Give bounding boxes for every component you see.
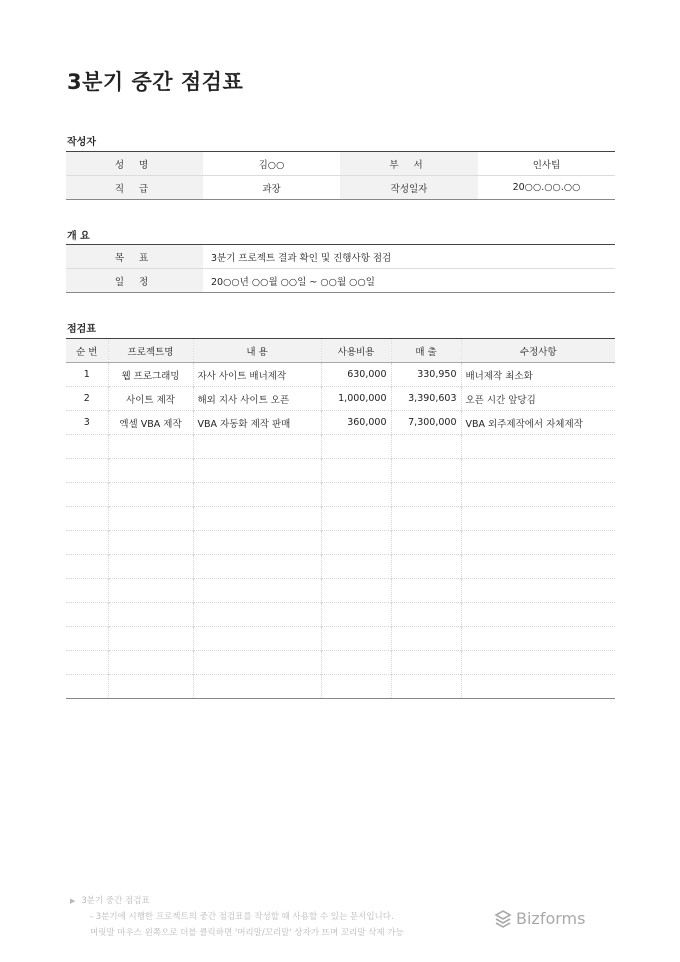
- empty-cell: [461, 435, 615, 459]
- empty-cell: [108, 483, 193, 507]
- empty-table-row: [66, 435, 615, 459]
- section-label-overview: 개 요: [67, 231, 90, 242]
- row-number: 1: [83, 369, 90, 380]
- empty-cell: [391, 651, 461, 675]
- empty-cell: [321, 651, 391, 675]
- footer-line: [70, 893, 404, 909]
- overview-table: [66, 244, 615, 293]
- empty-cell: [193, 459, 321, 483]
- project-sales: 3,390,603: [391, 387, 461, 411]
- row-number: 3: [66, 411, 108, 435]
- project-cost: 360,000: [321, 411, 391, 435]
- empty-cell: [108, 555, 193, 579]
- empty-cell: [193, 675, 321, 699]
- footer-title: 3분기 중간 점검표: [81, 896, 150, 906]
- empty-table-row: [66, 627, 615, 651]
- empty-cell: [461, 555, 615, 579]
- field-value: 김○○: [258, 159, 285, 171]
- checklist-table: [66, 338, 615, 699]
- empty-cell: [108, 507, 193, 531]
- section-label-checklist: 점검표: [67, 324, 96, 335]
- empty-cell: [391, 675, 461, 699]
- project-name: 사이트 제작: [108, 387, 193, 411]
- empty-cell: [461, 603, 615, 627]
- column-header: 프로젝트명: [108, 339, 193, 363]
- empty-cell: [66, 459, 108, 483]
- empty-cell: [193, 531, 321, 555]
- column-header: 내 용: [193, 339, 321, 363]
- empty-cell: [391, 507, 461, 531]
- empty-cell: [108, 579, 193, 603]
- empty-table-row: [66, 483, 615, 507]
- project-fix: 배너제작 최소화: [461, 363, 615, 387]
- empty-table-row: [66, 459, 615, 483]
- empty-cell: [193, 507, 321, 531]
- project-name: 엑셀 VBA 제작: [108, 411, 193, 435]
- empty-cell: [66, 675, 108, 699]
- empty-cell: [391, 579, 461, 603]
- table-row: [66, 387, 615, 411]
- empty-cell: [391, 555, 461, 579]
- empty-cell: [321, 483, 391, 507]
- field-label: 목 표: [66, 245, 203, 269]
- field-label: 작성일자: [340, 176, 478, 200]
- checklist-header-row: [66, 339, 615, 363]
- row-number: 2: [66, 387, 108, 411]
- field-value: 20○○.○○.○○: [478, 176, 615, 200]
- empty-table-row: [66, 531, 615, 555]
- project-fix: VBA 외주제작에서 자체제작: [461, 411, 615, 435]
- empty-cell: [391, 627, 461, 651]
- empty-cell: [66, 483, 108, 507]
- empty-cell: [193, 603, 321, 627]
- author-table: [66, 151, 615, 200]
- field-label: 부 서: [340, 152, 478, 176]
- project-cost: 630,000: [321, 363, 391, 387]
- empty-cell: [66, 435, 108, 459]
- empty-cell: [391, 603, 461, 627]
- field-value: 과장: [203, 176, 340, 200]
- empty-cell: [108, 651, 193, 675]
- empty-cell: [193, 555, 321, 579]
- empty-cell: [66, 603, 108, 627]
- field-value: 인사팀: [532, 159, 561, 171]
- triangle-bullet-icon: ▶: [70, 897, 76, 905]
- empty-cell: [321, 459, 391, 483]
- field-value: 3분기 프로젝트 결과 확인 및 진행사항 점검: [211, 252, 392, 264]
- empty-cell: [321, 675, 391, 699]
- field-label: 직 급: [66, 176, 203, 200]
- field-label: 일 정: [66, 269, 203, 293]
- empty-cell: [391, 435, 461, 459]
- empty-cell: [391, 459, 461, 483]
- empty-cell: [391, 531, 461, 555]
- empty-cell: [461, 651, 615, 675]
- empty-cell: [193, 627, 321, 651]
- empty-cell: [66, 531, 108, 555]
- empty-cell: [193, 579, 321, 603]
- empty-cell: [321, 531, 391, 555]
- project-content: 자사 사이트 배너제작: [193, 363, 321, 387]
- column-header: 매 출: [391, 339, 461, 363]
- empty-cell: [66, 507, 108, 531]
- bizforms-logo: [494, 909, 585, 928]
- field-value: 20○○년 ○○월 ○○일 ~ ○○월 ○○일: [203, 269, 615, 293]
- overview-row: [66, 245, 615, 269]
- empty-cell: [321, 627, 391, 651]
- project-sales: 330,950: [391, 363, 461, 387]
- project-sales: 7,300,000: [391, 411, 461, 435]
- column-header: 사용비용: [321, 339, 391, 363]
- empty-cell: [66, 555, 108, 579]
- project-name: 웹 프로그래밍: [108, 363, 193, 387]
- empty-table-row: [66, 651, 615, 675]
- empty-cell: [461, 627, 615, 651]
- empty-cell: [321, 555, 391, 579]
- column-header: 수정사항: [461, 339, 615, 363]
- empty-cell: [108, 675, 193, 699]
- empty-cell: [321, 579, 391, 603]
- empty-cell: [193, 651, 321, 675]
- empty-cell: [108, 531, 193, 555]
- empty-cell: [461, 531, 615, 555]
- footer-line: - 3분기에 시행한 프로젝트의 중간 점검표를 작성할 때 사용할 수 있는 문서입니다.: [90, 912, 394, 922]
- table-row: [66, 363, 615, 387]
- empty-cell: [66, 579, 108, 603]
- empty-cell: [193, 435, 321, 459]
- logo-text: Bizforms: [516, 909, 586, 928]
- empty-cell: [461, 483, 615, 507]
- column-header: 순 번: [66, 339, 108, 363]
- project-content: 해외 지사 사이트 오픈: [193, 387, 321, 411]
- project-content: VBA 자동화 제작 판매: [193, 411, 321, 435]
- empty-cell: [321, 603, 391, 627]
- empty-cell: [108, 603, 193, 627]
- empty-cell: [461, 507, 615, 531]
- empty-cell: [321, 507, 391, 531]
- empty-cell: [391, 483, 461, 507]
- empty-cell: [66, 627, 108, 651]
- empty-cell: [108, 435, 193, 459]
- overview-row: [66, 269, 615, 293]
- empty-cell: [108, 459, 193, 483]
- page-title: 3분기 중간 점검표: [67, 70, 244, 94]
- project-cost: 1,000,000: [321, 387, 391, 411]
- empty-cell: [461, 675, 615, 699]
- empty-cell: [193, 483, 321, 507]
- project-fix: 오픈 시간 앞당김: [461, 387, 615, 411]
- empty-cell: [66, 651, 108, 675]
- footer-guide: [70, 893, 404, 941]
- section-label-author: 작성자: [67, 137, 96, 148]
- author-row: [66, 152, 615, 176]
- empty-cell: [461, 459, 615, 483]
- empty-cell: [321, 435, 391, 459]
- empty-cell: [108, 627, 193, 651]
- field-label: 성 명: [66, 152, 203, 176]
- empty-cell: [461, 579, 615, 603]
- empty-table-row: [66, 675, 615, 699]
- empty-table-row: [66, 603, 615, 627]
- empty-table-row: [66, 579, 615, 603]
- bizforms-logo-icon: [494, 910, 512, 928]
- empty-table-row: [66, 507, 615, 531]
- empty-table-row: [66, 555, 615, 579]
- footer-line: 머릿말 마우스 왼쪽으로 더블 클릭하면 '머리말/꼬리말' 상자가 뜨며 꼬리말 삭제 가능: [90, 928, 404, 938]
- author-row: [66, 176, 615, 200]
- table-row: [66, 411, 615, 435]
